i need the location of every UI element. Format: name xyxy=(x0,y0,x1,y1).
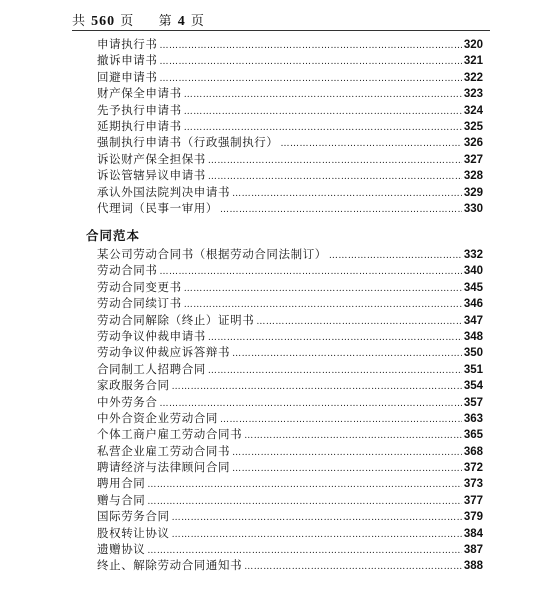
toc-entry-title: 中外劳务合 xyxy=(97,394,158,409)
toc-entry-page: 347 xyxy=(463,314,483,327)
toc-entry[interactable] xyxy=(97,557,483,573)
toc-entry-title: 合同制工人招聘合同 xyxy=(97,361,206,376)
toc-entry-title: 遗赠协议 xyxy=(97,542,146,557)
leader-dots xyxy=(172,379,462,395)
toc-entry-title: 代理词（民事一审用） xyxy=(97,200,218,215)
toc-entry-title: 终止、解除劳动合同通知书 xyxy=(97,558,243,573)
toc-entry-title: 中外合资企业劳动合同 xyxy=(97,410,218,425)
toc-entry[interactable] xyxy=(97,525,483,541)
toc-entry[interactable] xyxy=(97,184,483,200)
toc-entry-title: 劳动争议仲裁应诉答辩书 xyxy=(97,345,231,360)
toc-entry-page: 379 xyxy=(463,511,483,524)
toc-entry[interactable] xyxy=(97,279,483,295)
leader-dots xyxy=(184,281,462,297)
toc-entry-title: 劳动争议仲裁申请书 xyxy=(97,328,206,343)
leader-dots xyxy=(184,104,462,120)
toc-entry[interactable] xyxy=(97,328,483,344)
toc-entry-page: 354 xyxy=(463,380,483,393)
toc-section-1 xyxy=(97,36,483,216)
toc-entry[interactable] xyxy=(97,151,483,167)
page-header xyxy=(72,10,205,30)
toc-section-2 xyxy=(97,246,483,574)
toc-entry-page: 387 xyxy=(463,544,483,557)
page-number: 4 xyxy=(177,14,186,29)
page-prefix: 第 xyxy=(158,14,173,29)
leader-dots xyxy=(160,54,462,70)
toc-entry-title: 国际劳务合同 xyxy=(97,509,170,524)
leader-dots xyxy=(232,186,462,202)
toc-entry-page: 346 xyxy=(463,298,483,311)
toc-entry-title: 股权转让协议 xyxy=(97,525,170,540)
toc-entry[interactable] xyxy=(97,69,483,85)
toc-entry[interactable] xyxy=(97,36,483,52)
toc-entry-title: 承认外国法院判决申请书 xyxy=(97,184,231,199)
toc-entry[interactable] xyxy=(97,443,483,459)
toc-entry-title: 强制执行申请书（行政强制执行） xyxy=(97,135,279,150)
toc-entry-page: 365 xyxy=(463,429,483,442)
toc-entry[interactable] xyxy=(97,492,483,508)
toc-entry[interactable] xyxy=(97,295,483,311)
leader-dots xyxy=(256,314,462,330)
leader-dots xyxy=(232,346,462,362)
leader-dots xyxy=(172,510,462,526)
leader-dots xyxy=(281,136,462,152)
toc-entry[interactable] xyxy=(97,246,483,262)
toc-entry-title: 赠与合同 xyxy=(97,492,146,507)
toc-entry-title: 劳动合同解除（终止）证明书 xyxy=(97,312,255,327)
toc-entry-page: 377 xyxy=(463,494,483,507)
toc-entry-title: 某公司劳动合同书（根据劳动合同法制订） xyxy=(97,247,327,261)
toc-entry-title: 诉讼管辖异议申请书 xyxy=(97,168,206,183)
toc-entry[interactable] xyxy=(97,361,483,377)
toc-entry-page: 324 xyxy=(463,104,483,117)
toc-entry-page: 372 xyxy=(463,462,483,475)
toc-entry-page: 327 xyxy=(463,153,483,166)
toc-entry-page: 357 xyxy=(463,396,483,409)
toc-entry-page: 320 xyxy=(463,39,483,51)
leader-dots xyxy=(208,363,462,379)
toc-entry[interactable] xyxy=(97,52,483,68)
toc-entry-title: 撤诉申请书 xyxy=(97,53,158,68)
toc-entry-page: 323 xyxy=(463,88,483,101)
leader-dots xyxy=(147,494,461,510)
toc-entry[interactable] xyxy=(97,118,483,134)
leader-dots xyxy=(160,71,462,87)
toc-entry[interactable] xyxy=(97,134,483,150)
total-prefix: 共 xyxy=(72,14,87,29)
toc-entry-page: 330 xyxy=(463,202,483,215)
toc-entry-title: 回避申请书 xyxy=(97,69,158,84)
toc-entry-page: 332 xyxy=(463,249,483,261)
toc-entry-title: 家政服务合同 xyxy=(97,378,170,393)
toc-entry-page: 350 xyxy=(463,347,483,360)
toc-entry-page: 322 xyxy=(463,71,483,84)
toc-entry-title: 私营企业雇工劳动合同书 xyxy=(97,443,231,458)
toc-entry-title: 个体工商户雇工劳动合同书 xyxy=(97,427,243,442)
leader-dots xyxy=(232,445,462,461)
leader-dots xyxy=(208,169,462,185)
toc-entry-page: 368 xyxy=(463,445,483,458)
leader-dots xyxy=(160,38,462,54)
toc-entry-title: 聘请经济与法律顾问合同 xyxy=(97,460,231,475)
toc-entry-page: 326 xyxy=(463,137,483,150)
toc-entry-title: 延期执行申请书 xyxy=(97,118,182,133)
total-pages: 560 xyxy=(91,14,116,29)
toc-entry-page: 348 xyxy=(463,330,483,343)
toc-entry-page: 325 xyxy=(463,120,483,133)
toc-entry-page: 384 xyxy=(463,527,483,540)
leader-dots xyxy=(220,412,462,428)
toc-entry[interactable] xyxy=(97,262,483,278)
toc-entry[interactable] xyxy=(97,102,483,118)
toc-entry-page: 351 xyxy=(463,363,483,376)
toc-entry[interactable] xyxy=(97,312,483,328)
toc-entry[interactable] xyxy=(97,541,483,557)
leader-dots xyxy=(208,330,462,346)
toc-entry-title: 申请执行书 xyxy=(97,37,158,51)
leader-dots xyxy=(244,559,462,575)
toc-entry[interactable] xyxy=(97,85,483,101)
toc-entry-page: 340 xyxy=(463,265,483,278)
header-rule xyxy=(72,30,490,31)
leader-dots xyxy=(172,527,462,543)
section-heading: 合同范本 xyxy=(86,228,141,243)
leader-dots xyxy=(147,477,461,493)
toc-entry-page: 329 xyxy=(463,186,483,199)
total-suffix: 页 xyxy=(120,14,135,29)
toc-entry-title: 劳动合同书 xyxy=(97,263,158,278)
toc-entry[interactable] xyxy=(97,167,483,183)
toc-entry-title: 先予执行申请书 xyxy=(97,102,182,117)
toc-entry[interactable] xyxy=(97,459,483,475)
toc-entry[interactable] xyxy=(97,200,483,216)
toc-entry-page: 328 xyxy=(463,170,483,183)
leader-dots xyxy=(184,87,462,103)
toc-entry[interactable] xyxy=(97,475,483,491)
toc-entry-title: 诉讼财产保全担保书 xyxy=(97,151,206,166)
toc-entry-page: 321 xyxy=(463,55,483,68)
toc-entry-page: 345 xyxy=(463,281,483,294)
page-suffix: 页 xyxy=(190,14,205,29)
leader-dots xyxy=(160,264,462,280)
toc-entry-title: 劳动合同续订书 xyxy=(97,296,182,311)
leader-dots xyxy=(220,202,462,218)
leader-dots xyxy=(329,248,462,264)
leader-dots xyxy=(232,461,462,477)
toc-entry-page: 388 xyxy=(463,560,483,573)
toc-entry-title: 劳动合同变更书 xyxy=(97,279,182,294)
toc-entry-page: 363 xyxy=(463,412,483,425)
toc-entry[interactable] xyxy=(97,426,483,442)
toc-entry-title: 财产保全申请书 xyxy=(97,86,182,101)
toc-entry-title: 聘用合同 xyxy=(97,476,146,491)
toc-entry-page: 373 xyxy=(463,478,483,491)
toc-entry[interactable] xyxy=(97,508,483,524)
toc-entry[interactable] xyxy=(97,377,483,393)
toc-entry[interactable] xyxy=(97,344,483,360)
toc-entry[interactable] xyxy=(97,410,483,426)
leader-dots xyxy=(208,153,462,169)
toc-entry[interactable] xyxy=(97,394,483,410)
leader-dots xyxy=(244,428,462,444)
